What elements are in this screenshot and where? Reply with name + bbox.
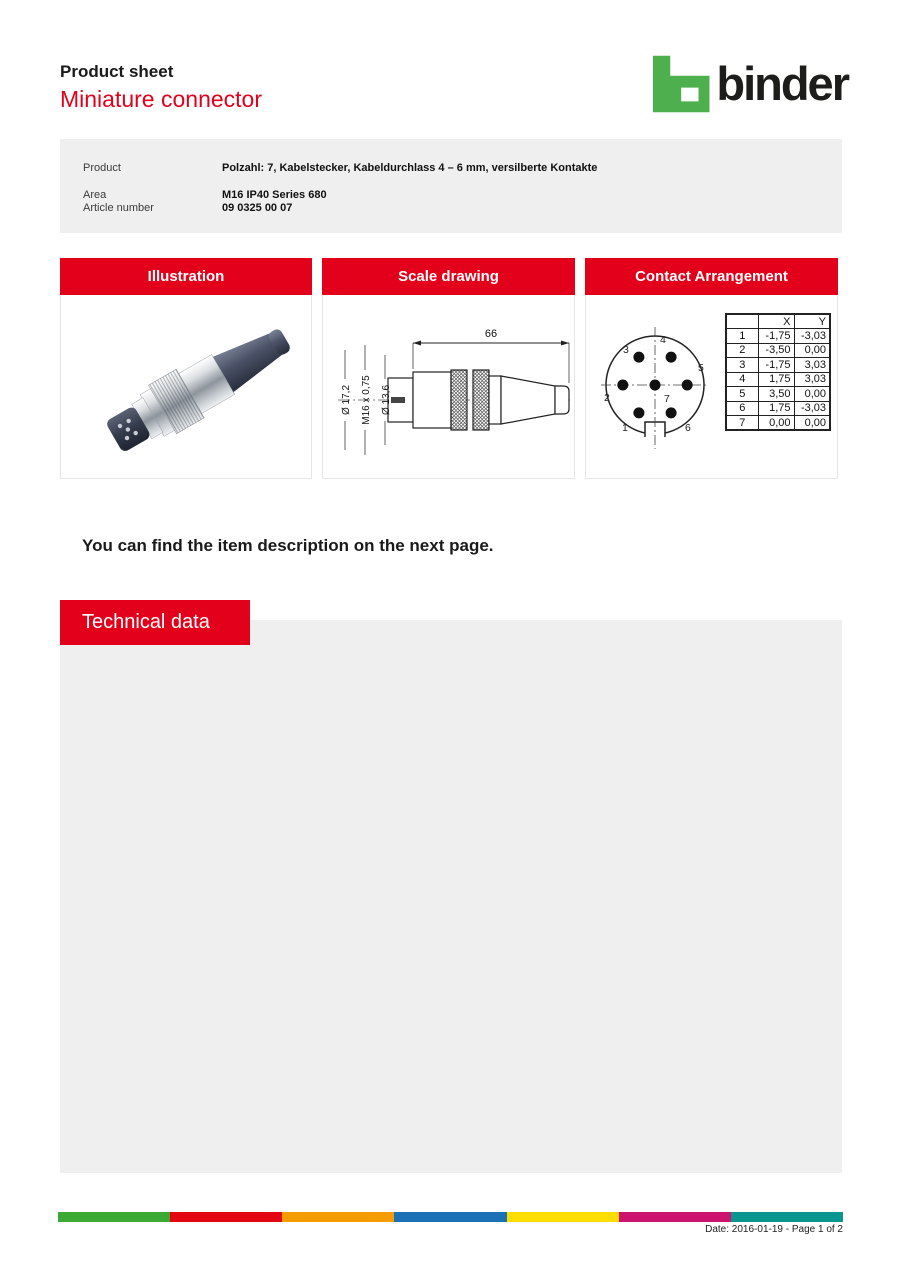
contact-coordinates-table bbox=[725, 313, 831, 431]
footer-date-page: Date: 2016-01-19 - Page 1 of 2 bbox=[705, 1224, 843, 1235]
contact-diagram bbox=[591, 311, 721, 466]
contact-table-row bbox=[726, 343, 830, 358]
contact-y: -3,03 bbox=[794, 401, 830, 416]
footer-color-segment bbox=[507, 1212, 619, 1222]
contact-number: 2 bbox=[726, 343, 758, 358]
next-page-note: You can find the item description on the next page. bbox=[82, 536, 494, 555]
connector-photo bbox=[61, 295, 311, 477]
info-row-article-number bbox=[83, 202, 842, 216]
page-title: Miniature connector bbox=[60, 86, 262, 112]
scale-drawing bbox=[323, 295, 574, 477]
contact-number: 7 bbox=[726, 416, 758, 431]
illustration-panel bbox=[60, 258, 312, 479]
contact-y: 3,03 bbox=[794, 358, 830, 373]
scale-drawing-panel-body bbox=[322, 295, 575, 479]
pin-label-6: 6 bbox=[685, 422, 691, 434]
contact-y: 0,00 bbox=[794, 387, 830, 402]
contact-x: 1,75 bbox=[758, 372, 794, 387]
product-info-box bbox=[60, 139, 842, 233]
info-value: M16 IP40 Series 680 bbox=[222, 188, 327, 201]
pin-label-7: 7 bbox=[664, 393, 670, 405]
contact-table-row bbox=[726, 416, 830, 431]
info-label: Product bbox=[83, 162, 121, 174]
footer-color-bar bbox=[58, 1212, 843, 1222]
scale-drawing-panel bbox=[322, 258, 575, 479]
contact-x: -1,75 bbox=[758, 358, 794, 373]
contact-x: -3,50 bbox=[758, 343, 794, 358]
contact-table-header-row bbox=[726, 314, 830, 329]
pin-label-4: 4 bbox=[660, 334, 666, 346]
contact-table-row bbox=[726, 387, 830, 402]
technical-data-panel bbox=[60, 620, 842, 1173]
contact-number: 4 bbox=[726, 372, 758, 387]
footer-color-segment bbox=[282, 1212, 394, 1222]
binder-logo-text: binder bbox=[716, 57, 848, 110]
contact-x: 1,75 bbox=[758, 401, 794, 416]
contact-number: 6 bbox=[726, 401, 758, 416]
binder-logo-icon bbox=[652, 52, 710, 116]
info-value: Polzahl: 7, Kabelstecker, Kabeldurchlass 4 – 6 mm, versilberte Kontakte bbox=[222, 162, 598, 174]
contact-arrangement-panel-body bbox=[585, 295, 838, 479]
footer-color-segment bbox=[170, 1212, 282, 1222]
contact-table-row bbox=[726, 401, 830, 416]
contact-number: 1 bbox=[726, 329, 758, 344]
dim-inner-label: Ø 13,6 bbox=[381, 384, 392, 416]
pin-label-3: 3 bbox=[623, 344, 629, 356]
dim-length-label: 66 bbox=[484, 328, 498, 340]
knurl-band bbox=[473, 370, 489, 430]
contact-y: 3,03 bbox=[794, 372, 830, 387]
footer-color-segment bbox=[394, 1212, 506, 1222]
info-value: 09 0325 00 07 bbox=[222, 202, 293, 214]
contact-table-row bbox=[726, 358, 830, 373]
contact-y: 0,00 bbox=[794, 416, 830, 431]
contact-x: 0,00 bbox=[758, 416, 794, 431]
info-label: Article number bbox=[83, 202, 154, 214]
contact-x: -1,75 bbox=[758, 329, 794, 344]
footer-color-segment bbox=[619, 1212, 731, 1222]
contact-number: 3 bbox=[726, 358, 758, 373]
pin-label-2: 2 bbox=[604, 392, 610, 404]
pin-label-1: 1 bbox=[622, 422, 628, 434]
dim-thread-label: M16 x 0,75 bbox=[361, 375, 372, 425]
dim-outer-label: Ø 17,2 bbox=[341, 384, 352, 416]
contact-y: -3,03 bbox=[794, 329, 830, 344]
illustration-panel-body bbox=[60, 295, 312, 479]
pin-label-5: 5 bbox=[698, 362, 704, 374]
scale-drawing-panel-title: Scale drawing bbox=[322, 258, 575, 295]
footer-color-segment bbox=[731, 1212, 843, 1222]
contact-number: 5 bbox=[726, 387, 758, 402]
footer-color-segment bbox=[58, 1212, 170, 1222]
technical-data-banner: Technical data bbox=[60, 600, 250, 645]
contact-arrangement-panel-title: Contact Arrangement bbox=[585, 258, 838, 295]
connector-photo-group bbox=[100, 314, 299, 461]
info-row-product bbox=[83, 162, 842, 176]
contact-table-row bbox=[726, 329, 830, 344]
illustration-panel-title: Illustration bbox=[60, 258, 312, 295]
contact-table-corner bbox=[726, 314, 758, 329]
info-row-area bbox=[83, 189, 842, 203]
contact-x: 3,50 bbox=[758, 387, 794, 402]
page-eyebrow: Product sheet bbox=[60, 62, 174, 81]
contact-y: 0,00 bbox=[794, 343, 830, 358]
contact-arrangement-panel bbox=[585, 258, 838, 479]
contact-table-col-x: X bbox=[758, 314, 794, 329]
contact-table-row bbox=[726, 372, 830, 387]
knurl-band bbox=[451, 370, 467, 430]
binder-logo bbox=[652, 52, 848, 116]
contact-table-col-y: Y bbox=[794, 314, 830, 329]
info-label: Area bbox=[83, 188, 107, 201]
